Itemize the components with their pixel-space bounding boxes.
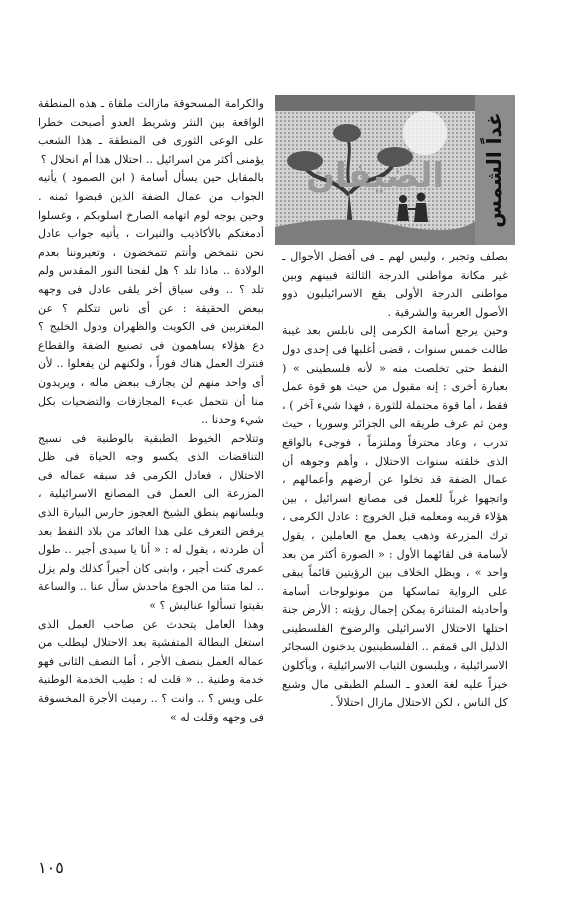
paragraph: بالمقابل حين يسأل أسامة ( ابن الصمود ) يأتيه الجواب من عمال الضفة الذين قبضوا ثمنه . وحين يوجه لوم اتهامه الصارخ اسلوبكم ، وغسلوا أدمغتكم بالأكاذيب والنيرات ، يأتيه جواب عادل نحن نتمخض وأنتم تتمخضون ، وتعيروننا بعدم الولادة .. ماذا تلد ؟ هل لفحنا النور المقدس ولم تلد ؟ .. وفى سياق أخر يلقى عادل فى وجهه ببعض الحقيقة : عن أى ناس تتكلم ؟ عن المغتربين فى الكويت والظهران ودول الخليج ؟ دع هؤلاء يساهمون فى تصنيع الضفة والقطاع فنترك العمل هناك فوراً ، ولكنهم لن يفعلوا .. لأن أى واحد منهم لن يجازف ببعض ماله ، ويريدون منا أن نتحمل عبء المجازفات والتضحيات بكل شيء وحدنا .. [38,171,264,427]
cover-spine-title: غداً الشمس [482,112,506,228]
text-column-right [282,248,508,818]
text-column-left [38,95,264,815]
page-number: ١٠٥ [38,858,64,877]
paragraph: وتتلاحم الخيوط الطبقية بالوطنية فى نسيج التناقضات الذى يكسو وجه الحياة فى ظل الاحتلال ، فعادل الكرمى قد سبقه عماله فى المزرعة الى العمل فى المصانع الاسرائيلية ، وبلسانهم ينطق الشيخ العجوز حارس البيارة الذى يرفض التعرف على هذا العائد من بلاد النفط بعد أن طردته ، يقول له : « أنا يا سيدى أجير .. طول عمرى كنت أجير ، وابنى كان أجيراً كذلك ولم يزل .. لما متنا من الجوع ماحدش سأل عنا .. والساعة بقيتوا تسألوا عناليش ؟ » [38,431,264,613]
paragraph: وهذا العامل يتحدث عن صاحب العمل الذى استغل البطالة المتفشية بعد الاحتلال ليطلب من عماله العمل بنصف الأجر ، أما النصف الثانى فهو خدمة وطنية .. « قلت له : طيب الخدمة الوطنية على ويس ؟ .. وانت ؟ .. رميت الأجرة المخسوفة فى وجهه وقلت له » [38,617,264,724]
book-cover-image [275,95,515,245]
paragraph: وحين يرجع أسامة الكرمى إلى نابلس بعد غيبة طالت خمس سنوات ، قضى أغلبها فى إحدى دول النفط حتى تخلصت منه « لأنه فلسطينى » ( بعبارة أخرى : إنه مقبول من حيث هو قوة عمل فقط ، أما قوة محتملة للثورة ، فهذا شيء آخر ) ، ومن ثم عرف طريقه الى الجزائر وسوريا ، حيث تدرب ، وعاد محترفاً وملتزماً ، فوجىء بالواقع الذى خلقته سنوات الاحتلال ، وأهم وجوهه أن عمال الضفة قد تخلوا عن أرضهم وأعمالهم ، واتجهوا غرباً للعمل فى مصانع اسرائيل ، بين هؤلاء قريبه ومعلمه قبل الخروج : عادل الكرمى ، ترك المزرعة وذهب يعمل مع العاملين ، يقول لأسامة فى لقائهما الأول : « الصورة أكثر من بعد واحد » ، ويظل الخلاف بين الرؤيتين قائماً يبقى على الرواية تماسكها من مونولوجات أسامة وأحاديثه المتناثرة يمكن إجمال رؤيته : الأرض جنة احتلها الاحتلال الاسرائيلى والرضوخ الفلسطينى الذليل الى قمقم .. الفلسطينيون يدخنون السجائر الاسرائيلية ، ويلبسون الثياب الاسرائيلية ، ويأكلون خبزاً عليه لغة العدو ـ السلم الطبقى مال وشبع كل الناس ، لكن الاحتلال مازال احتلالاً . [282,324,508,710]
paragraph: والكرامة المسحوقة مازالت ملقاة ـ هذه المنطقة الواقعة بين النثر وشريط العدو أصبحت خطرا على الوعى الثورى فى المنطقة ـ هذا الشعب يؤمنى أكثر من اسرائيل .. احتلال هذا أم انحلال ؟ [38,97,264,166]
sun-shape [403,111,447,155]
cover-big-word: الضيفان [305,156,445,196]
paragraph: بصلف وتجبر ، وليس لهم ـ فى أفضل الأحوال ـ غير مكانة مواطنى الدرجة الثالثة فبينهم وبين مواطنى الدرجة الأولى يقع الاسرائيليون ذوو الأصول العربية والشرقية . [282,250,508,319]
cover-illustration [275,95,515,245]
